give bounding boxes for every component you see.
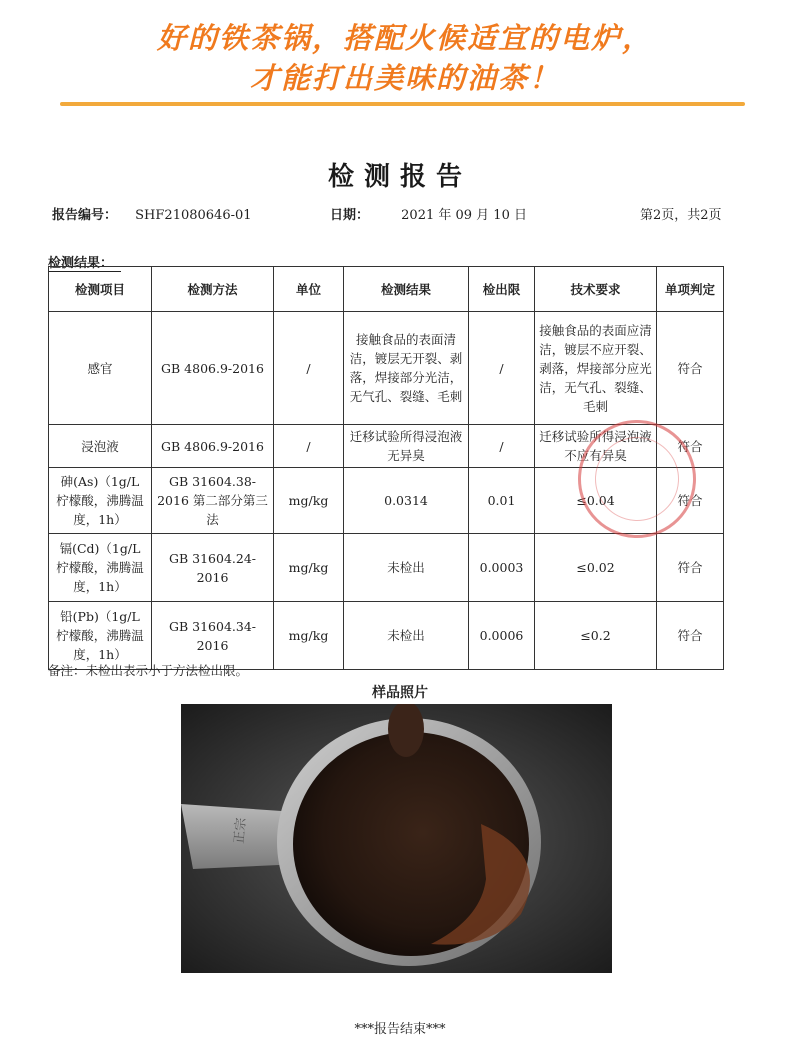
cell-limit: / [469, 312, 535, 425]
cell-result: 接触食品的表面清洁，镀层无开裂、剥落，焊接部分光洁，无气孔、裂缝、毛刺 [344, 312, 469, 425]
cell-item: 镉(Cd)（1g/L 柠檬酸，沸腾温度，1h） [49, 534, 152, 602]
cell-requirement: ≤0.02 [535, 534, 657, 602]
promo-banner [0, 0, 800, 108]
report-date [330, 204, 527, 223]
header-verdict: 单项判定 [657, 267, 724, 312]
cell-result: 未检出 [344, 534, 469, 602]
results-table [48, 266, 724, 670]
cell-limit: 0.01 [469, 468, 535, 534]
report-title: 检测报告 [327, 162, 472, 192]
cell-method: GB 31604.24-2016 [152, 534, 274, 602]
report-date-value: 2021 年 09 月 10 日 [401, 208, 527, 223]
header-unit: 单位 [274, 267, 344, 312]
cell-method: GB 4806.9-2016 [152, 312, 274, 425]
banner-line-1: 好的铁茶锅，搭配火候适宜的电炉， [156, 21, 653, 55]
cell-requirement: ≤0.04 [535, 468, 657, 534]
cell-requirement: 接触食品的表面应清洁，镀层不应开裂、剥落，焊接部分应光洁，无气孔、裂缝、毛刺 [535, 312, 657, 425]
cell-limit: 0.0003 [469, 534, 535, 602]
cell-method: GB 4806.9-2016 [152, 425, 274, 468]
cell-result: 迁移试验所得浸泡液无异臭 [344, 425, 469, 468]
cell-verdict: 符合 [657, 425, 724, 468]
table-row [49, 312, 724, 425]
header-requirement: 技术要求 [535, 267, 657, 312]
cell-requirement: ≤0.2 [535, 602, 657, 670]
report-page: 第2页，共2页 [640, 208, 722, 223]
cell-verdict: 符合 [657, 468, 724, 534]
header-limit: 检出限 [469, 267, 535, 312]
cell-limit: / [469, 425, 535, 468]
cell-verdict: 符合 [657, 602, 724, 670]
sample-photo [181, 704, 612, 973]
handle-engraving: 正宗 [232, 817, 250, 845]
cell-unit: mg/kg [274, 468, 344, 534]
results-label: 检测结果： [48, 252, 121, 272]
report-date-label: 日期： [330, 208, 370, 223]
cell-item: 铅(Pb)（1g/L 柠檬酸，沸腾温度，1h） [49, 602, 152, 670]
cell-unit: / [274, 425, 344, 468]
cell-unit: / [274, 312, 344, 425]
table-header-row [49, 267, 724, 312]
cell-limit: 0.0006 [469, 602, 535, 670]
cell-requirement: 迁移试验所得浸泡液不应有异臭 [535, 425, 657, 468]
report-number [52, 204, 252, 223]
cell-unit: mg/kg [274, 534, 344, 602]
table-row [49, 602, 724, 670]
banner-line-2: 才能打出美味的油茶！ [249, 61, 560, 95]
table-row [49, 534, 724, 602]
cell-verdict: 符合 [657, 312, 724, 425]
report-number-value: SHF21080646-01 [135, 208, 252, 223]
cell-item: 砷(As)（1g/L 柠檬酸，沸腾温度，1h） [49, 468, 152, 534]
header-item: 检测项目 [49, 267, 152, 312]
cell-method: GB 31604.34-2016 [152, 602, 274, 670]
cell-method: GB 31604.38-2016 第二部分第三法 [152, 468, 274, 534]
banner-divider [60, 102, 745, 106]
cell-verdict: 符合 [657, 534, 724, 602]
photo-title: 样品照片 [372, 685, 428, 701]
table-row [49, 425, 724, 468]
header-method: 检测方法 [152, 267, 274, 312]
footnote: 备注：未检出表示小于方法检出限。 [48, 663, 249, 678]
header-result: 检测结果 [344, 267, 469, 312]
cell-result: 未检出 [344, 602, 469, 670]
cell-unit: mg/kg [274, 602, 344, 670]
report-number-label: 报告编号： [52, 208, 118, 223]
cell-item: 感官 [49, 312, 152, 425]
cell-item: 浸泡液 [49, 425, 152, 468]
cell-result: 0.0314 [344, 468, 469, 534]
report-end-marker: ***报告结束*** [354, 1022, 446, 1037]
table-row [49, 468, 724, 534]
